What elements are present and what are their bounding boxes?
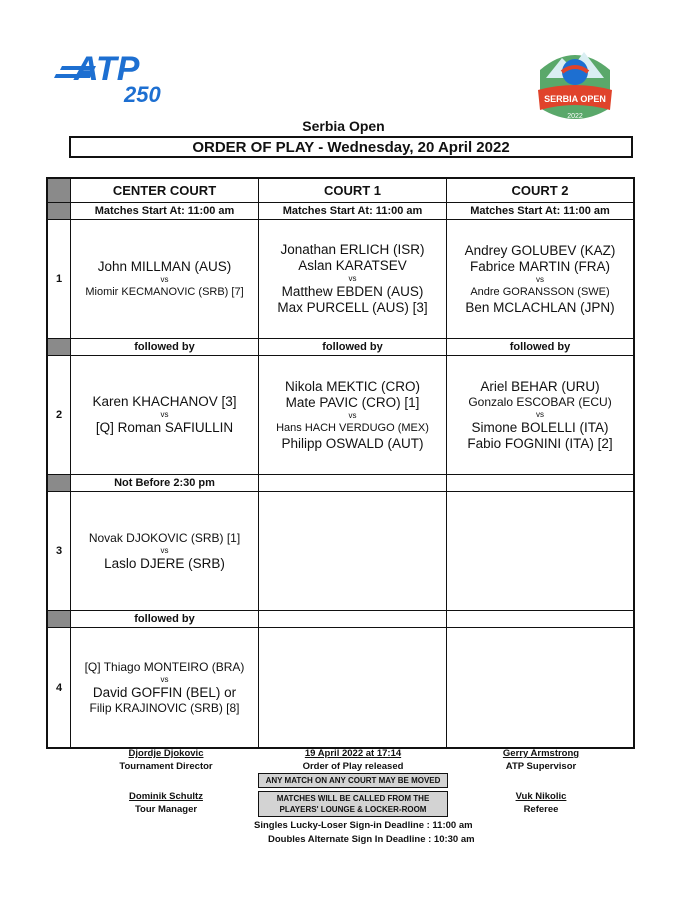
serbia-open-logo	[532, 38, 618, 130]
vs-label: vs	[160, 274, 169, 284]
start-time-court2: Matches Start At: 11:00 am	[470, 205, 610, 217]
tour-manager-role: Tour Manager	[134, 804, 198, 815]
court-header-center: CENTER COURT	[112, 183, 217, 198]
player: Miomir KECMANOVIC (SRB) [7]	[85, 285, 244, 298]
notice-called-line2: PLAYERS' LOUNGE & LOCKER-ROOM	[279, 805, 427, 814]
start-time-row	[48, 203, 633, 220]
empty-cell	[447, 628, 633, 747]
footer	[46, 745, 635, 845]
player: Nikola MEKTIC (CRO)	[284, 378, 420, 394]
player: Filip KRAJINOVIC (SRB) [8]	[89, 700, 240, 715]
release-date: 19 April 2022 at 17:14	[304, 748, 402, 759]
empty-cell	[259, 492, 447, 610]
match-court1-2	[259, 356, 447, 474]
player: Matthew EBDEN (AUS)	[281, 284, 424, 299]
vs-label: vs	[536, 409, 544, 419]
match-center-1	[71, 220, 259, 338]
order-of-play-table	[46, 177, 635, 749]
start-time-court1: Matches Start At: 11:00 am	[282, 205, 423, 217]
empty-cell	[447, 611, 633, 627]
serbia-open-logo-text: SERBIA OPEN	[544, 94, 606, 104]
empty-cell	[259, 611, 447, 627]
atp-250-logo	[52, 44, 182, 106]
vs-label: vs	[160, 410, 169, 419]
empty-cell	[259, 475, 447, 491]
match-row-3	[48, 492, 633, 611]
footer-right	[466, 747, 616, 816]
shade-cell	[48, 475, 71, 491]
start-time-center: Matches Start At: 11:00 am	[94, 205, 235, 217]
shade-cell	[48, 611, 71, 627]
vs-label: vs	[348, 274, 357, 283]
match-row-1	[48, 220, 633, 339]
player: Max PURCELL (AUS) [3]	[277, 300, 428, 315]
player: Andrey GOLUBEV (KAZ)	[464, 242, 616, 258]
vs-label: vs	[160, 545, 169, 555]
player: Gonzalo ESCOBAR (ECU)	[468, 394, 612, 409]
player: Novak DJOKOVIC (SRB) [1]	[88, 530, 241, 545]
player: Jonathan ERLICH (ISR)	[280, 242, 425, 257]
player: Laslo DJERE (SRB)	[104, 555, 225, 571]
vs-label: vs	[160, 674, 169, 684]
singles-deadline: Singles Lucky-Loser Sign-in Deadline : 11:00 am	[254, 820, 473, 831]
empty-cell	[259, 628, 447, 747]
player: Ariel BEHAR (URU)	[480, 378, 600, 394]
referee-name: Vuk Nikolic	[515, 791, 567, 802]
shade-cell	[48, 339, 71, 355]
player: Karen KHACHANOV [3]	[92, 394, 237, 409]
match-center-4	[71, 628, 259, 747]
followed-by-label: followed by	[322, 341, 383, 353]
player: Ben MCLACHLAN (JPN)	[465, 299, 615, 315]
footer-left	[96, 747, 236, 816]
notice-moved: ANY MATCH ON ANY COURT MAY BE MOVED	[258, 773, 448, 788]
supervisor-role: ATP Supervisor	[505, 761, 577, 772]
supervisor-name: Gerry Armstrong	[502, 748, 580, 759]
followed-by-label: followed by	[509, 341, 571, 353]
match-center-3	[71, 492, 259, 610]
empty-cell	[447, 475, 633, 491]
match-court2-2	[447, 356, 633, 474]
vs-label: vs	[348, 410, 357, 420]
match-number: 3	[48, 492, 71, 610]
match-center-2	[71, 356, 259, 474]
followed-by-row	[48, 339, 633, 356]
player: Mate PAVIC (CRO) [1]	[285, 394, 420, 410]
player: David GOFFIN (BEL) or	[92, 684, 237, 700]
match-row-4	[48, 628, 633, 747]
player: John MILLMAN (AUS)	[97, 258, 232, 274]
serbia-open-logo-year: 2022	[567, 113, 583, 120]
followed-by-label: followed by	[134, 613, 195, 625]
director-name: Djordje Djokovic	[128, 748, 204, 759]
followed-by-row	[48, 611, 633, 628]
footer-center	[246, 747, 460, 817]
court-header-court2: COURT 2	[511, 183, 569, 198]
referee-role: Referee	[523, 804, 559, 815]
player: Andre GORANSSON (SWE)	[470, 285, 610, 298]
order-of-play-title: ORDER OF PLAY - Wednesday, 20 April 2022	[69, 136, 633, 158]
match-row-2	[48, 356, 633, 475]
atp-logo-number: 250	[124, 82, 161, 106]
not-before-row	[48, 475, 633, 492]
player: Philipp OSWALD (AUT)	[281, 435, 424, 451]
empty-cell	[447, 492, 633, 610]
player: Simone BOLELLI (ITA)	[471, 419, 609, 435]
match-number: 1	[48, 220, 71, 338]
tournament-name: Serbia Open	[302, 118, 385, 134]
followed-by-label: followed by	[134, 341, 195, 353]
release-label: Order of Play released	[302, 761, 404, 772]
notice-called-line1: MATCHES WILL BE CALLED FROM THE	[276, 794, 430, 803]
court-header-row	[48, 179, 633, 203]
doubles-deadline: Doubles Alternate Sign In Deadline : 10:30 am	[268, 834, 475, 845]
atp-logo-text: ATP	[74, 50, 140, 88]
director-role: Tournament Director	[119, 761, 213, 772]
player: [Q] Thiago MONTEIRO (BRA)	[84, 659, 245, 674]
not-before-label: Not Before 2:30 pm	[114, 477, 215, 489]
match-number: 2	[48, 356, 71, 474]
match-court2-1	[447, 220, 633, 338]
notice-called	[258, 791, 448, 817]
match-number: 4	[48, 628, 71, 747]
player: Fabio FOGNINI (ITA) [2]	[467, 435, 613, 451]
player: Aslan KARATSEV	[298, 258, 407, 273]
vs-label: vs	[536, 274, 544, 284]
court-header-court1: COURT 1	[323, 183, 382, 198]
match-court1-1	[259, 220, 447, 338]
tour-manager-name: Dominik Schultz	[129, 791, 203, 802]
shade-cell	[48, 203, 71, 219]
player: Hans HACH VERDUGO (MEX)	[276, 421, 429, 434]
corner-cell	[48, 179, 71, 202]
player: Fabrice MARTIN (FRA)	[469, 258, 610, 274]
player: [Q] Roman SAFIULLIN	[95, 420, 234, 435]
